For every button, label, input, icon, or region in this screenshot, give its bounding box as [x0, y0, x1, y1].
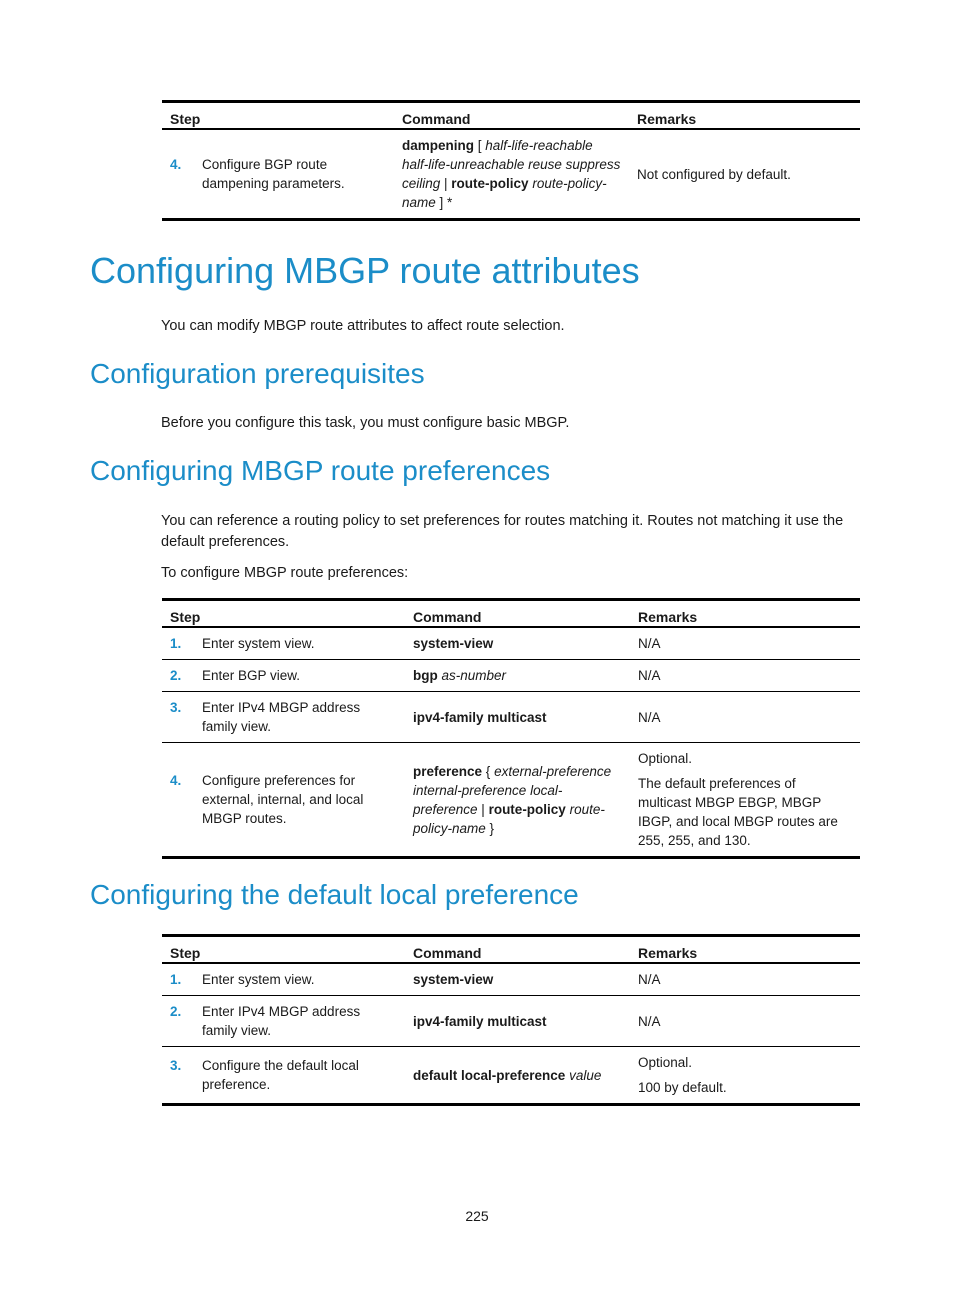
command-cell	[405, 660, 630, 692]
command-argument: value	[569, 1067, 602, 1083]
step-cell	[162, 129, 394, 220]
col-command-header: Command	[394, 102, 629, 130]
step-text: Enter system view.	[202, 972, 315, 987]
col-remarks-header: Remarks	[630, 600, 860, 628]
step-cell	[162, 692, 405, 743]
remark-text: Optional.	[638, 1055, 693, 1070]
remarks-cell	[630, 627, 860, 660]
preferences-lead-in: To configure MBGP route preferences:	[161, 565, 409, 581]
table-row	[162, 963, 860, 996]
remark-text: The default preferences of multicast MBGP EBGP, MBGP IBGP, and local MBGP routes are 255, 255, and 130.	[638, 776, 838, 848]
step-number: 4.	[170, 157, 182, 172]
step-text: Enter IPv4 MBGP address family view.	[202, 700, 361, 734]
step-text: Configure the default local preference.	[202, 1058, 359, 1092]
table-row	[162, 996, 860, 1047]
command-keyword: system-view	[413, 972, 494, 987]
command-keyword: system-view	[413, 636, 494, 651]
command-argument: external-preference internal-preference local-preference	[413, 763, 612, 817]
command-syntax: |	[440, 176, 452, 191]
table-row	[162, 743, 860, 858]
step-number: 1.	[170, 636, 182, 651]
table-row	[162, 692, 860, 743]
preferences-paragraph: You can reference a routing policy to set preferences for routes matching it. Routes not matching it use the default preferences.	[161, 513, 844, 550]
col-command-header: Command	[405, 600, 630, 628]
step-cell	[162, 627, 405, 660]
dampening-table	[162, 100, 860, 221]
remark-text: N/A	[638, 636, 661, 651]
col-step-header: Step	[162, 936, 405, 964]
remark-text: Not configured by default.	[637, 166, 791, 182]
step-number: 1.	[170, 972, 182, 987]
command-keyword: ipv4-family multicast	[413, 709, 547, 725]
command-argument: route-policy-name	[413, 801, 605, 836]
remark-text: N/A	[638, 1013, 661, 1029]
table-row	[162, 627, 860, 660]
section-heading-prerequisites: Configuration prerequisites	[90, 358, 425, 389]
remark-text: Optional.	[638, 751, 693, 766]
command-cell	[405, 1047, 630, 1105]
intro-paragraph: You can modify MBGP route attributes to affect route selection.	[161, 318, 565, 334]
command-cell	[405, 996, 630, 1047]
command-cell	[405, 743, 630, 858]
remark-text: N/A	[638, 709, 661, 725]
remark-text: N/A	[638, 972, 661, 987]
section-heading-local-preference: Configuring the default local preference	[90, 879, 579, 910]
col-remarks-header: Remarks	[629, 102, 860, 130]
local-preference-table	[162, 934, 860, 1106]
command-keyword: dampening	[402, 138, 475, 153]
step-text: Enter system view.	[202, 636, 315, 651]
remarks-cell	[629, 129, 860, 220]
command-keyword: route-policy	[451, 176, 529, 191]
command-syntax: }	[485, 820, 495, 836]
page-title: Configuring MBGP route attributes	[90, 250, 640, 291]
remarks-cell	[630, 996, 860, 1047]
command-syntax: [	[474, 138, 486, 153]
col-step-header: Step	[162, 102, 394, 130]
table-row	[162, 660, 860, 692]
step-text: Configure preferences for external, internal, and local MBGP routes.	[202, 773, 364, 826]
step-number: 3.	[170, 700, 182, 715]
step-text: Configure BGP route dampening parameters.	[202, 157, 345, 191]
table-row	[162, 1047, 860, 1105]
col-remarks-header: Remarks	[630, 936, 860, 964]
step-cell	[162, 660, 405, 692]
preferences-table	[162, 598, 860, 859]
command-argument: half-life-reachable half-life-unreachable reuse suppress ceiling	[402, 138, 621, 191]
col-step-header: Step	[162, 600, 405, 628]
step-cell	[162, 743, 405, 858]
command-keyword: ipv4-family multicast	[413, 1013, 547, 1029]
command-cell	[394, 129, 629, 220]
remarks-cell	[630, 660, 860, 692]
command-argument: route-policy-name	[402, 176, 607, 210]
command-keyword: default local-preference	[413, 1067, 566, 1083]
step-text: Enter IPv4 MBGP address family view.	[202, 1004, 361, 1038]
step-number: 2.	[170, 668, 182, 683]
remark-text: N/A	[638, 668, 661, 683]
step-text: Enter BGP view.	[202, 668, 301, 683]
command-syntax: {	[482, 763, 495, 779]
step-number: 4.	[170, 773, 182, 788]
command-keyword: preference	[413, 763, 483, 779]
command-cell	[405, 692, 630, 743]
remarks-cell	[630, 743, 860, 858]
command-cell	[405, 627, 630, 660]
table-row	[162, 129, 860, 220]
step-number: 2.	[170, 1004, 182, 1019]
remark-text: 100 by default.	[638, 1080, 727, 1095]
step-number: 3.	[170, 1058, 182, 1073]
section-heading-preferences: Configuring MBGP route preferences	[90, 455, 551, 486]
command-cell	[405, 963, 630, 996]
step-cell	[162, 1047, 405, 1105]
prereq-paragraph: Before you configure this task, you must configure basic MBGP.	[161, 415, 570, 431]
step-cell	[162, 996, 405, 1047]
page-number: 225	[465, 1208, 489, 1224]
remarks-cell	[630, 1047, 860, 1105]
command-syntax: ] *	[435, 195, 453, 210]
col-command-header: Command	[405, 936, 630, 964]
command-keyword: route-policy	[488, 801, 566, 817]
remarks-cell	[630, 963, 860, 996]
command-argument: as-number	[441, 668, 507, 683]
command-syntax: |	[477, 801, 489, 817]
command-keyword: bgp	[413, 668, 438, 683]
remarks-cell	[630, 692, 860, 743]
step-cell	[162, 963, 405, 996]
